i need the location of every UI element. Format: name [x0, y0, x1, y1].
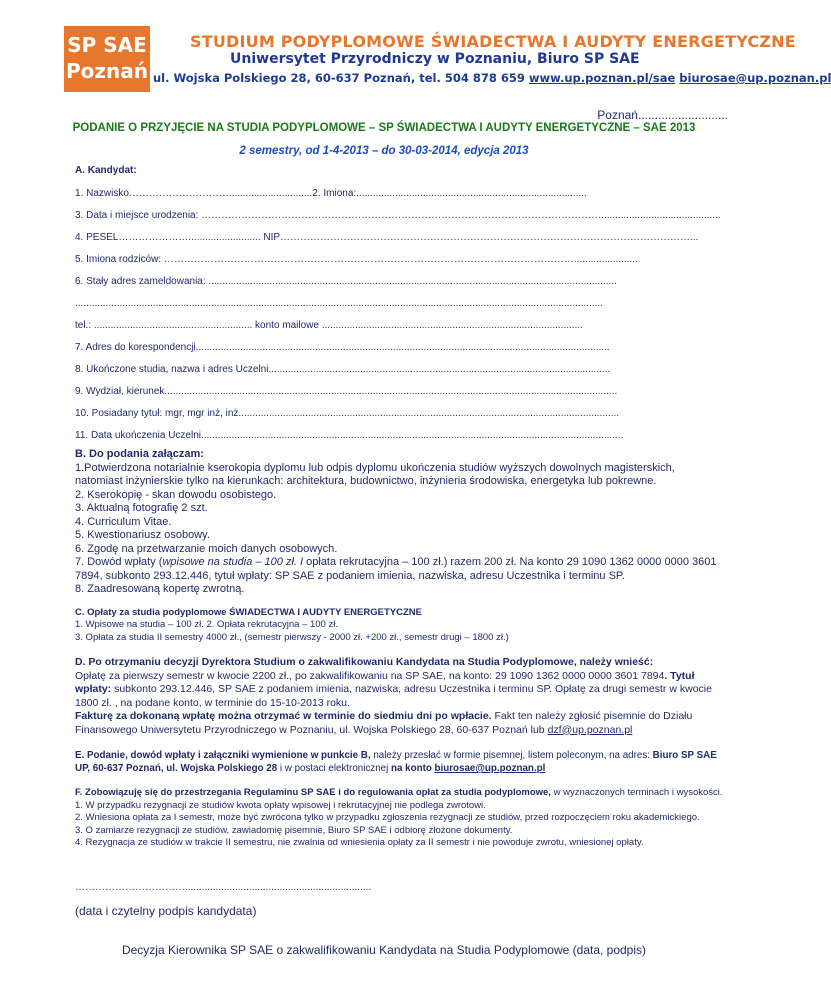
- office-email-link[interactable]: biurosae@up.poznan.pl: [434, 763, 546, 774]
- d-p1-text: Opłatę za pierwszy semestr w kwocie 2200 zł., po zakwalifikowaniu na SP SAE, na konto: 29 1090 1362 0000 0000 3601 7894: [75, 669, 665, 682]
- section-d-heading-text: D. Po otrzymaniu decyzji Dyrektora Studium o zakwalifikowaniu Kandydata na Studia Podyplomowe, należy wnieść:: [75, 656, 654, 668]
- form-field-faculty[interactable]: 9. Wydział, kierunek...................................................................................................................................................................: [75, 386, 618, 397]
- list-item: 1. W przypadku rezygnacji ze studiów kwota opłaty wpisowej i rekrutacyjnej nie podlega zwrotowi.: [75, 799, 486, 811]
- section-d-heading: [75, 656, 725, 670]
- section-d-paragraph-2: [75, 710, 725, 737]
- decision-line: Decyzja Kierownika SP SAE o zakwalifikowaniu Kandydata na Studia Podyplomowe (data, podpis): [121, 943, 647, 957]
- section-c-heading-text: C. Opłaty za studia podyplomowe ŚWIADECTWA I AUDYTY ENERGETYCZNE: [75, 606, 422, 618]
- website-link[interactable]: www.up.poznan.pl/sae: [528, 71, 676, 85]
- d-p1-rest: subkonto 293.12.446, SP SAE z podaniem imienia, nazwiska, adresu Uczestnika i terminu SP. Opłatę za drugi semestr w kwocie 1800 zł. , na podane konto, w terminie do 15-10-2013 roku.: [75, 683, 712, 709]
- sp-sae-logo: [64, 26, 150, 92]
- list-item: 2. Kserokopię - skan dowodu osobistego.: [75, 488, 277, 501]
- list-item: 6. Zgodę na przetwarzanie moich danych osobowych.: [75, 542, 338, 555]
- section-d-paragraph-1: [75, 670, 725, 711]
- section-c-heading: [75, 607, 725, 620]
- section-b: [75, 448, 725, 597]
- signature-line[interactable]: ……………………………...................................................................: [75, 882, 372, 893]
- list-item: 4. Rezygnacja ze studiów w trakcie II semestru, nie zwalnia od wniesienia opłaty za II semestr i nie powoduje zwrotu, wniesionej opłaty.: [75, 837, 644, 848]
- payment-text-a: 7. Dowód wpłaty (: [75, 556, 163, 568]
- f-text: w wyznaczonych terminach i wysokości.: [550, 787, 723, 798]
- header-title: STUDIUM PODYPLOMOWE ŚWIADECTWA I AUDYTY ENERGETYCZNE: [190, 32, 796, 51]
- section-b-heading: B. Do podania załączam:: [75, 448, 204, 460]
- header-subtitle: Uniwersytet Przyrodniczy w Poznaniu, Biuro SP SAE: [230, 51, 640, 67]
- form-field-surname[interactable]: 1. Nazwisko…………………………..............................2. Imiona:...................................................................................: [75, 188, 587, 199]
- form-field-graduation-date[interactable]: 11. Data ukończenia Uczelni........................................................................................................................................................: [75, 430, 624, 441]
- form-field-birth[interactable]: 3. Data i miejsce urodzenia: …………………………………………………………………………………………………………...........................................: [75, 210, 721, 221]
- form-field-degree[interactable]: 10. Posiadany tytuł: mgr, mgr inż, inż.........................................................................................................................................: [75, 408, 620, 419]
- finance-email-link[interactable]: dzf@up.poznan.pl: [547, 723, 633, 736]
- section-e: [75, 749, 725, 775]
- email-link[interactable]: biurosae@up.poznan.pl: [679, 71, 831, 85]
- d-p1-bold: . Tytuł wpłaty:: [75, 669, 695, 695]
- f-bold: F. Zobowiązuję się do przestrzegania Regulaminu SP SAE i do regulowania opłat za studia podyplomowe,: [75, 787, 551, 798]
- logo-line-2: Poznań: [65, 59, 148, 83]
- list-item: 1.Potwierdzona notarialnie kserokopia dyplomu lub odpis dyplomu ukończenia studiów wyższych dowolnych magisterskich, natomiast inżynierskie tylko na kierunkach: architektura, budownictwo, inżynieria środowiska, energetyka lub pokrewne.: [75, 461, 675, 487]
- list-item: 2. Wniesiona opłata za I semestr, może być zwrócona tylko w przypadku zgłoszenia rezygnacji ze studiów, przed rozpoczęciem roku akademickiego.: [75, 812, 700, 823]
- form-field-parents[interactable]: 5. Imiona rodziców: …………………………………………………………………………………………………………….......................: [75, 254, 638, 265]
- place-date-line: Poznań...........................: [597, 108, 728, 122]
- logo-line-1: SP SAE: [67, 33, 147, 57]
- section-a-heading: A. Kandydat:: [75, 165, 137, 176]
- list-item: 3. O zamiarze rezygnacji ze studiów, zawiadomię pisemnie, Biuro SP SAE i odbiorę złożone dokumenty.: [75, 824, 513, 836]
- e-text-2: i w postaci elektronicznej: [277, 763, 391, 774]
- payment-text-italic: wpisowe na studia – 100 zł. I: [162, 556, 304, 568]
- document-subtitle: 2 semestry, od 1-4-2013 – do 30-03-2014, edycja 2013: [239, 145, 529, 157]
- form-body: [75, 164, 725, 850]
- d-p2-rest: Fakt ten należy zgłosić pisemnie do Działu Finansowego Uniwersytetu Przyrodniczego w Poznaniu, ul. Wojska Polskiego 28, 60-637 Poznań lub: [75, 710, 693, 736]
- list-item: 4. Curriculum Vitae.: [75, 515, 172, 528]
- fee-line: 1. Wpisowe na studia – 100 zł. 2. Opłata rekrutacyjna – 100 zł.: [75, 619, 338, 630]
- e-text-1: należy przesłać w formie pisemnej, listem poleconym, na adres:: [370, 750, 653, 761]
- section-c: [75, 607, 725, 645]
- signature-caption: (data i czytelny podpis kandydata): [75, 904, 257, 918]
- d-p2-bold: Fakturę za dokonaną wpłatę można otrzymać w terminie do siedmiu dni po wpłacie.: [75, 710, 492, 722]
- e-bold-3: na konto: [391, 763, 435, 774]
- e-bold-2: Biuro SP SAE UP, 60-637 Poznań, ul. Wojska Polskiego 28: [75, 750, 717, 774]
- section-f: [75, 787, 725, 850]
- form-field-address[interactable]: 6. Stały adres zameldowania: ...................................................................................................................................................: [75, 276, 617, 287]
- list-item: 8. Zaadresowaną kopertę zwrotną.: [75, 583, 245, 595]
- e-bold-1: E. Podanie, dowód wpłaty i załączniki wymienione w punkcie B,: [75, 750, 371, 761]
- form-field-address-cont[interactable]: ..............................................................................................................................................................................................: [75, 298, 603, 309]
- section-f-heading: [75, 787, 725, 800]
- form-field-phone-email[interactable]: tel.: ......................................................... konto mailowe ..............................................................................................: [75, 320, 583, 331]
- payment-text-b: opłata rekrutacyjna – 100 zł.) razem 200 zł. Na konto 29 1090 1362 0000 0000 3601 7894, subkonto 293.12.446, tytuł wpłaty: SP SAE z podaniem imienia, nazwiska, adresu Uczestnika i terminu SP.: [75, 556, 717, 582]
- form-field-pesel[interactable]: 4. PESEL………………….......................... NIP……………………………………………………………………………………………………………...: [75, 232, 699, 243]
- document-title: PODANIE O PRZYJĘCIE NA STUDIA PODYPLOMOWE – SP ŚWIADECTWA I AUDYTY ENERGETYCZNE – SAE 2013: [72, 122, 696, 134]
- fee-line: 3. Opłata za studia II semestry 4000 zł., (semestr pierwszy - 2000 zł. +200 zł., semestr drugi – 1800 zł.): [75, 631, 509, 643]
- list-item: 5. Kwestionariusz osobowy.: [75, 529, 210, 541]
- list-item-payment: [75, 556, 725, 583]
- list-item: 3. Aktualną fotografię 2 szt.: [75, 502, 208, 514]
- address-text: ul. Wojska Polskiego 28, 60-637 Poznań, tel. 504 878 659: [153, 71, 529, 85]
- section-d: [75, 656, 725, 737]
- form-field-university[interactable]: 8. Ukończone studia, nazwa i adres Uczelni...........................................................................................................................: [75, 364, 611, 375]
- header-address: [153, 71, 831, 85]
- form-field-correspondence[interactable]: 7. Adres do korespondencji.....................................................................................................................................................: [75, 342, 610, 353]
